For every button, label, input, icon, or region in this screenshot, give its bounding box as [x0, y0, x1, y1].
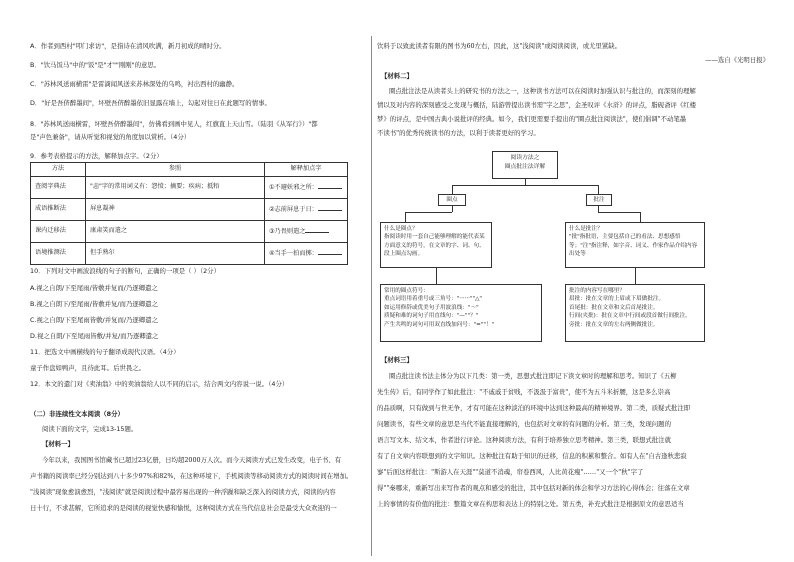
method-table: [30, 162, 348, 265]
q10-option-c: C.视之自朗/下至尾雨皆敷/并复而/乃逐卿遣之: [30, 316, 158, 324]
q10-option-b: B.视之自朗下/至尾雨/皆敷并复/而乃逐卿遣之: [30, 300, 158, 308]
material-3-title: 【材料三】: [381, 356, 413, 364]
option-d: D．"好是吾侪醉墨间"，坏壁吾侪醉墨依旧显露在墙上，勾起对往日在此题写的情事。: [30, 99, 271, 107]
diagram-connector: [598, 212, 640, 213]
material-1-line: 声书籍的阅读率已经分别达到八十多少97%和82%，在这种环境下，手机阅读等移动阅读方式的阅读时间在增加。: [30, 472, 353, 480]
diagram-pizhu-positions: [565, 284, 705, 342]
box-line: 旁批：批在文章的左右两侧做批注。: [569, 321, 659, 328]
question-12: 12．本文的遣门对《卖油翁》中的卖油翁给人以不同的启示，结合两文内容说一说。（4分）: [30, 380, 289, 388]
table-cell: 课内迁移法: [31, 221, 86, 243]
diagram-connector: [635, 268, 636, 284]
diagram-root-node: 阅读方法之 圈点批注法详解: [492, 151, 558, 179]
diagram-connector: [598, 185, 599, 194]
box-heading: 批注的内容写在哪里？: [569, 288, 625, 294]
column-divider: [371, 36, 372, 556]
diagram-connector: [640, 212, 641, 222]
table-cell: 康肃笑而遣之: [86, 221, 265, 243]
table-cell: 但手熟尔: [86, 243, 265, 265]
table-cell: ④当手一拍而掷：: [265, 243, 348, 265]
box-line: 重点词语用着重号或三角号："······""△": [384, 296, 482, 303]
option-a: A．作者到西村"叩门求访"，是指诗在清风吹满，新月初成的晴时分。: [30, 42, 226, 50]
diagram-what-is-quandian: [380, 222, 492, 268]
table-cell: 成语推断法: [31, 199, 86, 221]
material-3-line: 先生传》后，有同学作了如此批注："不戚戚于贫贱，不汲汲于富贵"，使不为五斗米折腰，这是多么崇高: [377, 388, 671, 396]
material-2-line: 梦》的评点，是中国古典小说批评的经典。如今，我们更需要手提出的"圈点批注阅读法"，使们倡调"不动笔墨: [377, 115, 687, 123]
diagram-connector: [452, 206, 453, 212]
q10-option-a: A.视之自朗/下至尾雨/皆敷并复而/乃逐卿遣之: [30, 284, 158, 292]
question-8-line1: 8．"苏林风送雨横雷，坏壁吾侪醉墨间"，仿佛看到画中见人，红旗直上天山雪。（陆羽《从军行》）"都: [30, 120, 318, 128]
material-2-title: 【材料二】: [381, 72, 413, 80]
material-3-line: 的品质啊，只有做到与世无争，才有可能在这种淡泊的环境中达到这种最高的精神境界。第二类，质疑式批注即: [377, 404, 691, 412]
table-row: [31, 199, 348, 221]
box-line: 首尾批：批在文章和文后首尾批注。: [569, 304, 659, 311]
material-1-title: 【材料一】: [42, 440, 74, 448]
table-cell: 语境推测法: [31, 243, 86, 265]
box-line: 行间(夹批)：批在文章中行间或段首做行间批注。: [569, 313, 691, 320]
box-line: 如运用修辞或优美句子用波浪线："～": [384, 304, 479, 311]
table-row: [31, 221, 348, 243]
question-8-line2: 是"声色兼备"，请从听觉和视觉的角度加以赏析。（4分）: [30, 133, 191, 141]
material-2-line: 不读书"的优秀传统读书的方法，以利于读者更好的学习。: [377, 129, 540, 137]
diagram-connector: [405, 212, 406, 222]
continued-line: 饮料于以致此读者有限的图书为60左右，因此，这"浅阅读"或阅读阅读，或尤里紧缺。: [377, 42, 622, 50]
section-2-instruction: 阅读下面的文字，完成13-15题。: [42, 425, 138, 433]
material-3-line: 圈点批注读书法主体分为以下几类：第一类，思想式批注即记下读文章时的理解和思考。知识了《五柳: [389, 372, 677, 380]
box-line: 产生共鸣的词句可用双直线加问号："=""！": [384, 321, 495, 328]
diagram-what-is-pizhu: [565, 222, 705, 268]
box-line: 质疑和难的词句子用直线句："—""？": [384, 313, 479, 320]
q10-option-d: D.视之自朗/下至尾雨皆敷/并复/而乃逐卿遣之: [30, 332, 159, 340]
box-body: "批"指批语，主要包括自己的看法、思想感悟等；"注"指注释，如字音、词义、作家作品介绍内容出处等: [569, 234, 698, 258]
box-heading: 什么是圈点？: [384, 226, 418, 232]
table-cell: "恚"字的常用词义有：怨愤；摘要；疾病；抵牾: [86, 177, 265, 199]
table-row: [31, 243, 348, 265]
diagram-connector: [452, 185, 453, 194]
material-3-line: 问题读书，有些文章的意思是当代不能直接理解的，也包括对文章的有问题的分析。第三类，发现问题的: [377, 420, 671, 428]
material-2-line: 情以及对内容的深刻感受之发现与概括，陆游曾提出读书需"字之思"，金圣叹评《水浒》的评点，脂砚斋评《红楼: [377, 101, 697, 109]
section-2-heading: （二）非连续性文本阅读（8分）: [30, 410, 124, 418]
diagram-connector: [452, 185, 598, 186]
material-1-line: 日十行，不求甚解，它所追求的是阅读的视觉快感和愉悦，这种阅读方式在当代信息社会是最受大众欢迎的一: [30, 504, 337, 512]
question-11-text: 童子作盘如鸭声，且待此耳。后世畏之。: [30, 364, 146, 372]
box-line: 眉批：批在文章的上眉或下眉做批注。: [569, 296, 665, 303]
material-3-line: 有了自文章内容联想到的文字知识。这种批注有助于知识的迁移，信息的积累和整合。如有人在"自古逢秋悲寂: [377, 452, 687, 460]
diagram-quandian-symbols: [380, 284, 542, 342]
table-cell: ③乃畏则遣之: [265, 221, 348, 243]
option-c: C．"苏林风送雨横雷"是雷滴闻风送来苏林深处的乌鸣，衬出西村的幽静。: [30, 80, 239, 88]
table-header: 方法: [31, 163, 86, 177]
material-3-line: 上的事情的有价值的批注：整篇文章在构思和表达上的特别之处。第五类，补充式批注是根据原文的意思适当: [377, 500, 684, 508]
diagram-node-pizhu: 批注: [586, 194, 612, 206]
question-10: 10．下列对文中画波浪线的句子的断句，正确的一项是（ ）（2分）: [30, 267, 220, 275]
source-note: ——选自《光明日报》: [705, 56, 769, 64]
question-9: 9．参考表格提示的方法，解释加点字。（2分）: [30, 152, 163, 160]
material-3-line: 得""秦哪来，重新写出来写作者的观点和感受的批注，其中包括对新的体会和学习方法的心得体会；往落在文章: [377, 484, 690, 492]
diagram-connector: [405, 212, 452, 213]
table-cell: 屏息凝神: [86, 199, 265, 221]
option-b: B．"饮马饭马"中的"饭"是"才""刚刚"的意思。: [30, 61, 161, 69]
table-header: 解释加点字: [265, 163, 348, 177]
box-heading: 什么是批注？: [569, 226, 603, 232]
material-2-line: 圈点批注法是从读者头上的研究书的方法之一，这种读书方法可以在阅读时加强认识与批注的，而深刻的理解: [389, 87, 696, 95]
material-3-line: 寥"后面这样批注："斯游人在天涯""莫道不消魂，帘卷西风，人比黄花瘦"……"又一个"秋"字了: [377, 468, 644, 476]
table-header: 参照: [86, 163, 265, 177]
question-11: 11．把选文中画横线的句子翻译成现代汉语。（4分）: [30, 348, 180, 356]
material-1-line: 今年以来，我国图书馆藏书已超过23亿册，日均超2000万人次。而今天阅读方式已发生改变，电子书、有: [42, 456, 342, 464]
table-cell: 查阅字典法: [31, 177, 86, 199]
diagram-connector: [436, 268, 437, 284]
diagram-node-quandian: 圈点: [438, 194, 466, 206]
table-cell: ②志前屏息于日：: [265, 199, 348, 221]
box-heading: 常用的圈点符号：: [384, 288, 429, 294]
material-3-line: 语言写文本、结文本，作者进行评论。这种阅读方法，有利于培养独立思考精神。第三类，联想式批注就: [377, 436, 671, 444]
material-1-line: "浅阅读"现象愈演愈烈，"浅阅读"就是阅读过程中最容易出现的一种浮躁和缺乏深入的阅读方式，阅读的内容: [30, 488, 336, 496]
box-body: 指阅读时用一套自己能够理解的能代表某方面意义的符号，在文章的字、词、句、段上圈点勾画。: [384, 234, 485, 258]
table-row: [31, 177, 348, 199]
table-cell: ①不避妖邪之所：: [265, 177, 348, 199]
